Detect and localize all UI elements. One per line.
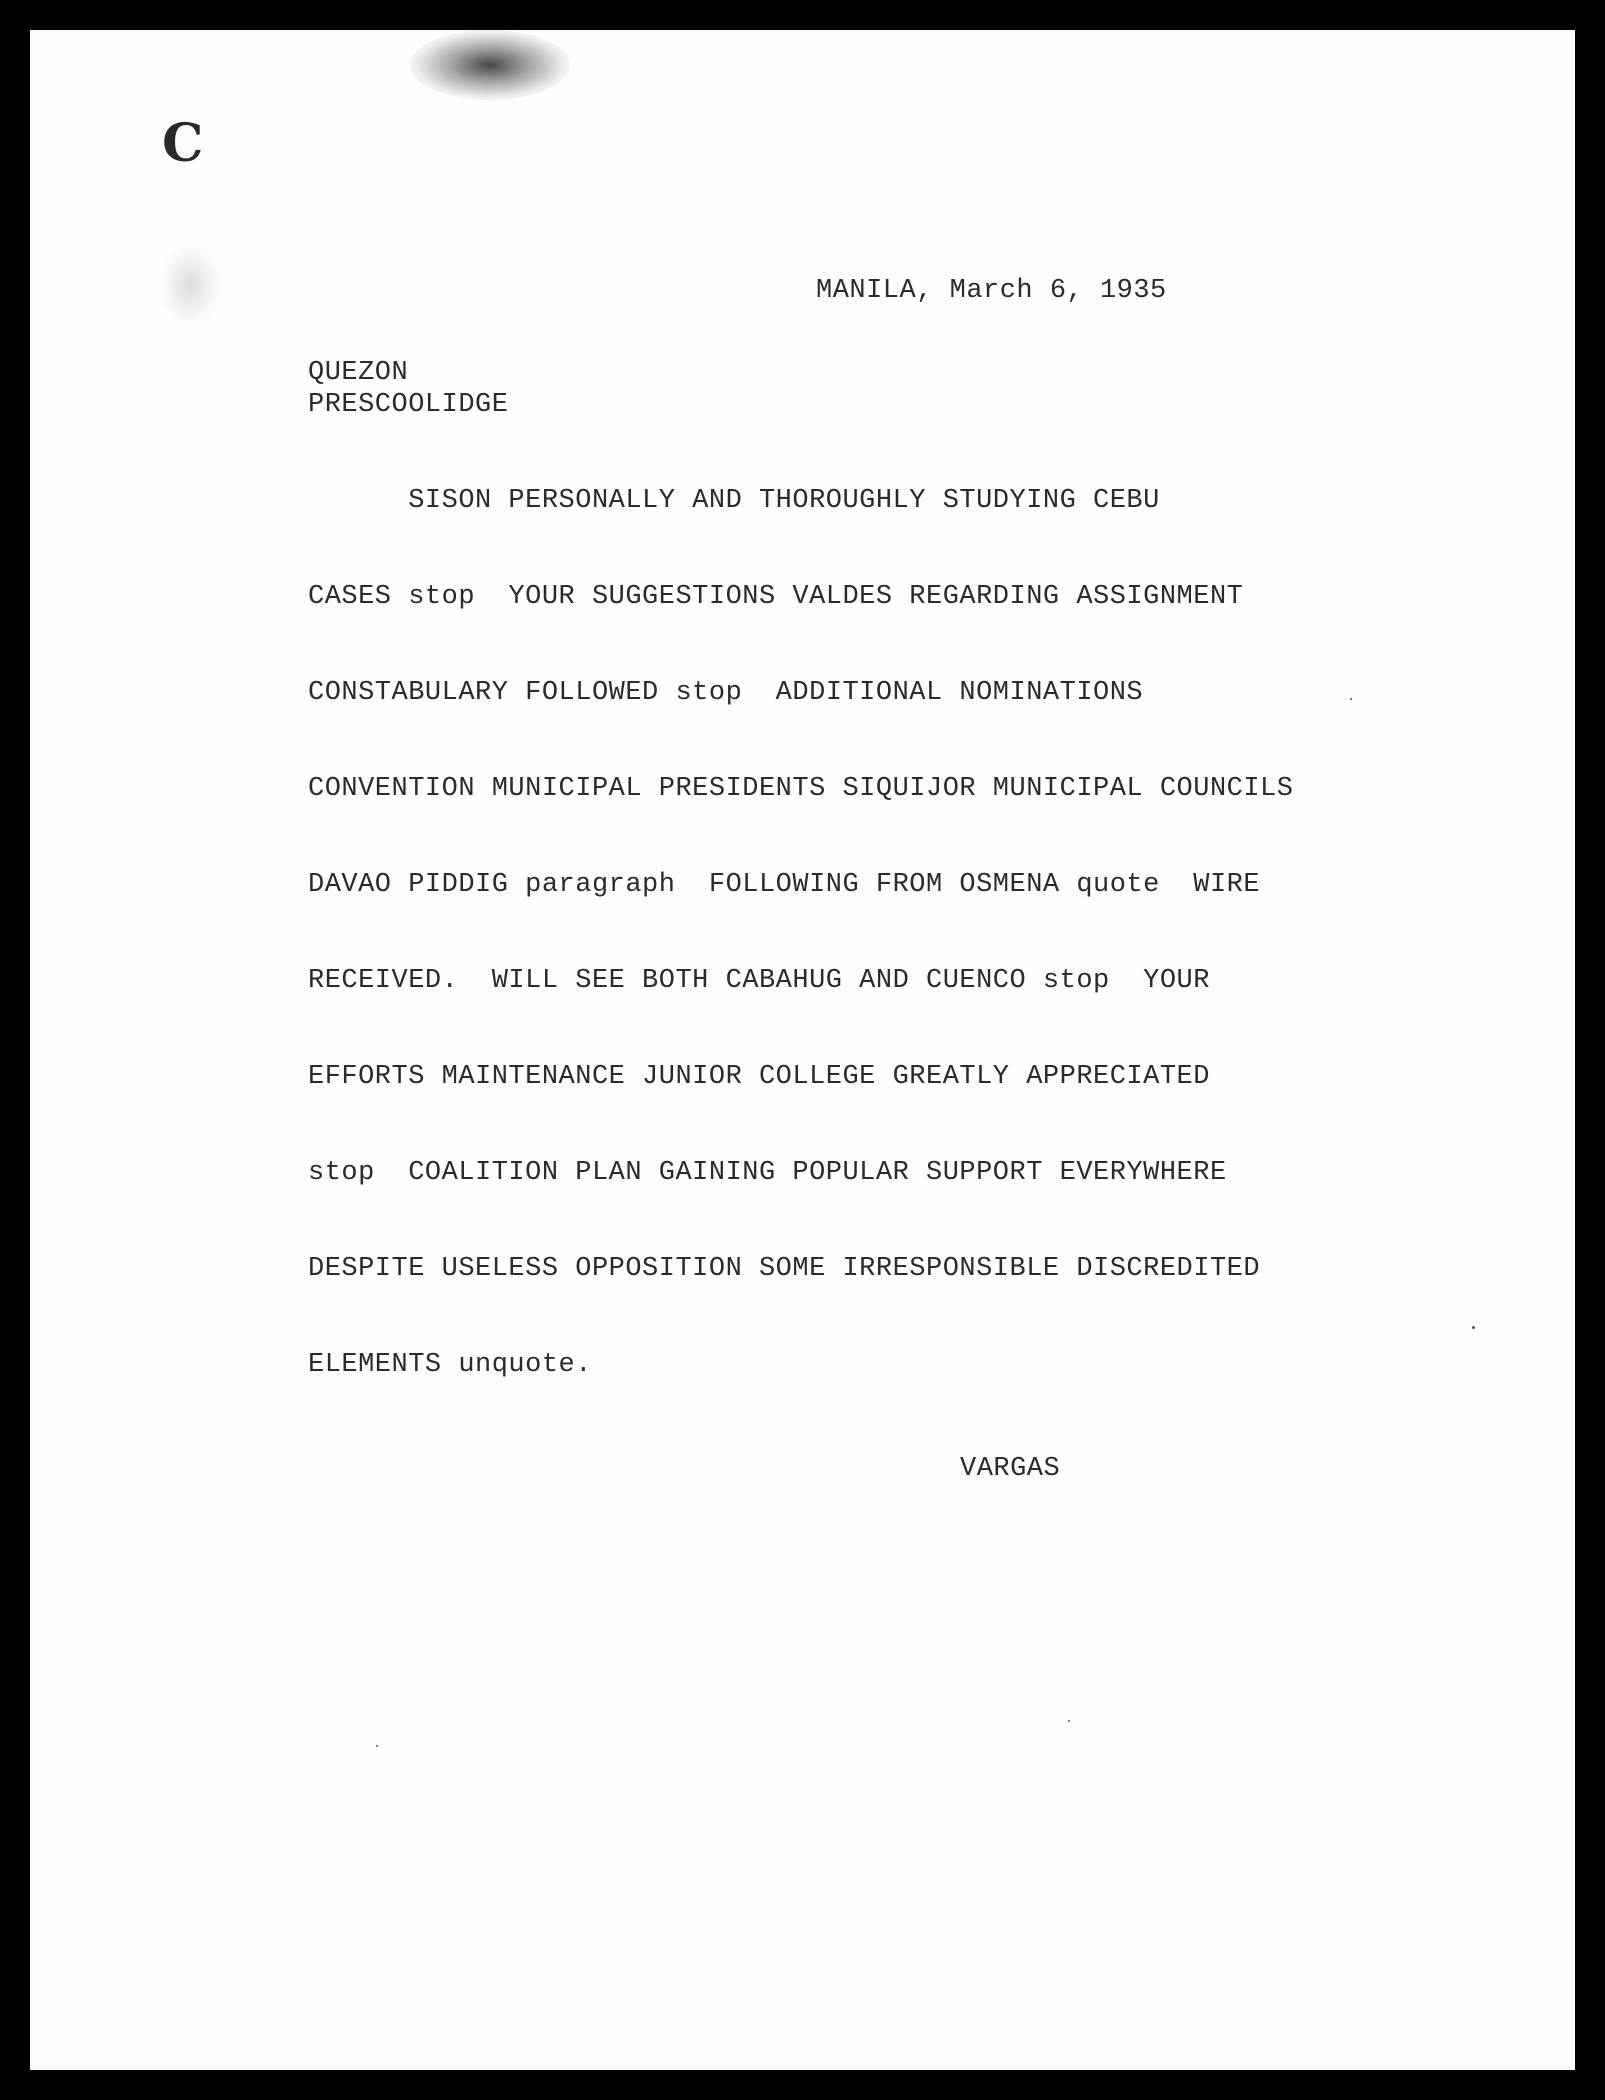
signature: VARGAS [960, 1454, 1061, 1484]
body-line: stop COALITION PLAN GAINING POPULAR SUPPORT EVERYWHERE [308, 1158, 1227, 1188]
corner-mark: C [162, 113, 204, 174]
paper-speck [1068, 1720, 1070, 1722]
body-line: CONSTABULARY FOLLOWED stop ADDITIONAL NOMINATIONS [308, 678, 1144, 708]
dateline: MANILA, March 6, 1935 [816, 276, 1167, 306]
ink-smudge [410, 30, 570, 100]
paper-speck [376, 1745, 378, 1747]
typed-page [30, 30, 1575, 2070]
body-line: SISON PERSONALLY AND THOROUGHLY STUDYING CEBU [308, 486, 1160, 516]
addressee-line-1: QUEZON [308, 358, 409, 388]
paper-speck [1350, 698, 1352, 700]
paper-stain [160, 245, 220, 325]
body-line: ELEMENTS unquote. [308, 1350, 592, 1380]
body-line: DESPITE USELESS OPPOSITION SOME IRRESPONSIBLE DISCREDITED [308, 1254, 1261, 1284]
addressee-line-2: PRESCOOLIDGE [308, 390, 509, 420]
body-line: RECEIVED. WILL SEE BOTH CABAHUG AND CUENCO stop YOUR [308, 966, 1210, 996]
body-line: DAVAO PIDDIG paragraph FOLLOWING FROM OSMENA quote WIRE [308, 870, 1261, 900]
body-line: EFFORTS MAINTENANCE JUNIOR COLLEGE GREATLY APPRECIATED [308, 1062, 1210, 1092]
paper-speck [1472, 1326, 1475, 1329]
body-line: CASES stop YOUR SUGGESTIONS VALDES REGARDING ASSIGNMENT [308, 582, 1244, 612]
body-line: CONVENTION MUNICIPAL PRESIDENTS SIQUIJOR MUNICIPAL COUNCILS [308, 774, 1294, 804]
